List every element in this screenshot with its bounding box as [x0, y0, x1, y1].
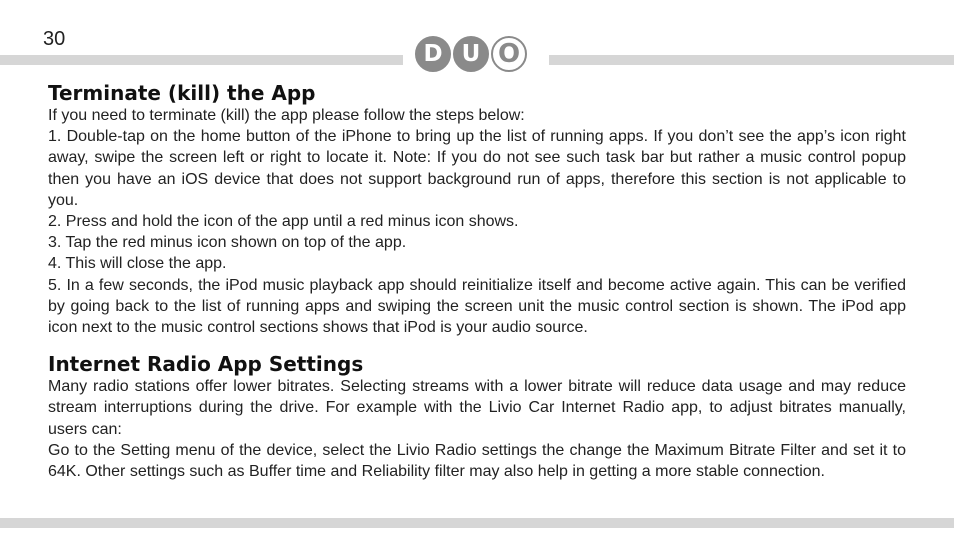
logo-letter-o: O	[491, 36, 527, 72]
logo-letter-u: U	[453, 36, 489, 72]
paragraph: 2. Press and hold the icon of the app until a red minus icon shows.	[48, 213, 519, 231]
logo-letter-d: D	[415, 36, 451, 72]
footer-rule	[0, 518, 954, 528]
header-rule-right	[549, 55, 954, 65]
paragraph: 1. Double-tap on the home button of the iPhone to bring up the list of running apps. If you don’t see the app’s icon right away, swipe the screen left or right to locate it. Note: If you do not see such task bar but rather a music control popup then you have an iOS device that does not support background run of apps, therefore this section is not applicable to you.	[48, 128, 906, 209]
paragraph: Go to the Setting menu of the device, select the Livio Radio settings the change the Maximum Bitrate Filter and set it to 64K. Other settings such as Buffer time and Reliability filter may also help in getting a more stable connection.	[48, 441, 906, 481]
paragraph: 5. In a few seconds, the iPod music playback app should reinitialize itself and become active again. This can be verified by going back to the list of running apps and swiping the screen unit the music control section is shown. The iPod app icon next to the music control sections shows that iPod is your audio source.	[48, 276, 906, 337]
section-heading-terminate: Terminate (kill) the App	[48, 81, 316, 105]
paragraph: Many radio stations offer lower bitrates. Selecting streams with a lower bitrate will reduce data usage and may reduce stream interruptions during the drive. For example with the Livio Car Internet Radio app, to adjust bitrates manually, users can:	[48, 378, 906, 438]
section-heading-internet-radio: Internet Radio App Settings	[48, 352, 364, 377]
paragraph: If you need to terminate (kill) the app please follow the steps below:	[48, 107, 525, 124]
paragraph: 4. This will close the app.	[48, 255, 227, 273]
duo-logo	[415, 36, 537, 74]
paragraph: 3. Tap the red minus icon shown on top of the app.	[48, 234, 407, 252]
page-number: 30	[43, 28, 66, 50]
document-content	[48, 81, 906, 482]
header-rule-left	[0, 55, 403, 65]
